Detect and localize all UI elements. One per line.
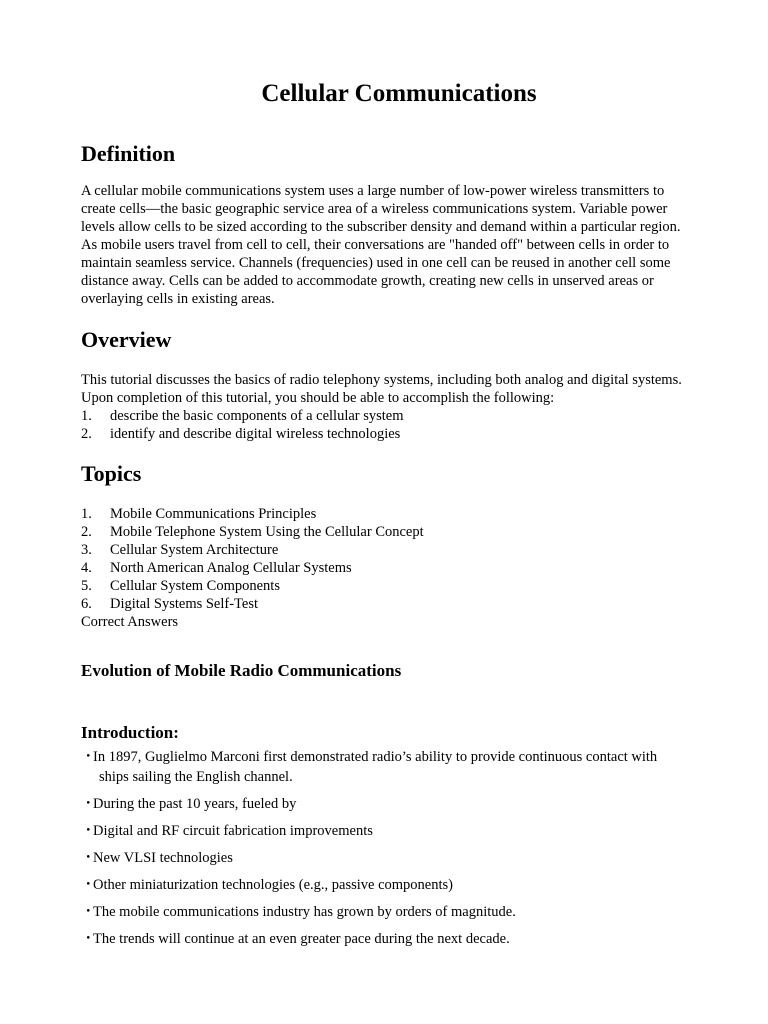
bullet-text: Digital and RF circuit fabrication improvements [93,823,373,839]
overview-line: This tutorial discusses the basics of radio telephony systems, including both analog and digital systems. [81,372,682,388]
bullet-text: The trends will continue at an even greater pace during the next decade. [93,931,510,947]
list-number: 6. [81,596,92,612]
bullet-icon: ・ [81,749,96,765]
list-item [81,523,424,541]
overview-line: Upon completion of this tutorial, you should be able to accomplish the following: [81,390,555,406]
bullet-item [81,929,657,949]
definition-line: overlaying cells in existing areas. [81,291,275,307]
definition-paragraph [81,182,721,308]
bullet-item [81,821,657,841]
bullet-text: Other miniaturization technologies (e.g., passive components) [93,877,453,893]
list-number: 3. [81,542,92,558]
topic-text: Cellular System Architecture [110,542,279,558]
introduction-heading: Introduction: [81,723,179,742]
list-number: 2. [81,524,92,540]
document-title: Cellular Communications [261,80,537,107]
correct-answers-line: Correct Answers [81,614,179,630]
list-item [81,559,424,577]
topic-text: Digital Systems Self-Test [110,596,259,612]
introduction-bullets [81,747,657,956]
bullet-icon: ・ [81,850,96,866]
bullet-text: New VLSI technologies [93,850,233,866]
bullet-text: During the past 10 years, fueled by [93,796,297,812]
list-item [81,407,404,425]
objectives-list [81,407,404,443]
list-number: 2. [81,426,92,442]
bullet-icon: ・ [81,796,96,812]
list-item [81,541,424,559]
list-number: 4. [81,560,92,576]
bullet-item [81,747,657,787]
bullet-icon: ・ [81,823,96,839]
topic-text: Mobile Communications Principles [110,506,317,522]
overview-heading: Overview [81,327,172,352]
bullet-icon: ・ [81,877,96,893]
list-item-text: describe the basic components of a cellular system [110,408,404,424]
bullet-item [81,902,657,922]
definition-line: maintain seamless service. Channels (frequencies) used in one cell can be reused in another cell some [81,255,671,271]
list-item [81,425,404,443]
definition-line: A cellular mobile communications system uses a large number of low-power wireless transmitters to [81,183,665,199]
bullet-icon: ・ [81,904,96,920]
list-number: 1. [81,506,92,522]
bullet-item [81,848,657,868]
definition-heading: Definition [81,141,176,166]
topic-text: North American Analog Cellular Systems [110,560,352,576]
topic-text: Mobile Telephone System Using the Cellular Concept [110,524,424,540]
bullet-text-continued: ships sailing the English channel. [99,769,293,785]
evolution-heading: Evolution of Mobile Radio Communications [81,661,402,680]
list-number: 1. [81,408,92,424]
list-item [81,505,424,523]
definition-line: As mobile users travel from cell to cell, their conversations are "handed off" between cells in order to [81,237,670,253]
list-number: 5. [81,578,92,594]
overview-paragraph [81,371,721,407]
list-item [81,595,424,613]
definition-line: distance away. Cells can be added to accommodate growth, creating new cells in unserved areas or [81,273,654,289]
bullet-text: The mobile communications industry has grown by orders of magnitude. [93,904,516,920]
topic-text: Cellular System Components [110,578,280,594]
list-item [81,577,424,595]
bullet-text: In 1897, Guglielmo Marconi first demonstrated radio’s ability to provide continuous contact with [93,749,658,765]
definition-line: create cells—the basic geographic service area of a wireless communications system. Variable power [81,201,668,217]
list-item-text: identify and describe digital wireless technologies [110,426,401,442]
topics-heading: Topics [81,461,142,486]
bullet-item [81,794,657,814]
bullet-item [81,875,657,895]
topics-list [81,505,424,631]
definition-line: levels allow cells to be sized according to the subscriber density and demand within a particular region. [81,219,681,235]
bullet-icon: ・ [81,931,96,947]
